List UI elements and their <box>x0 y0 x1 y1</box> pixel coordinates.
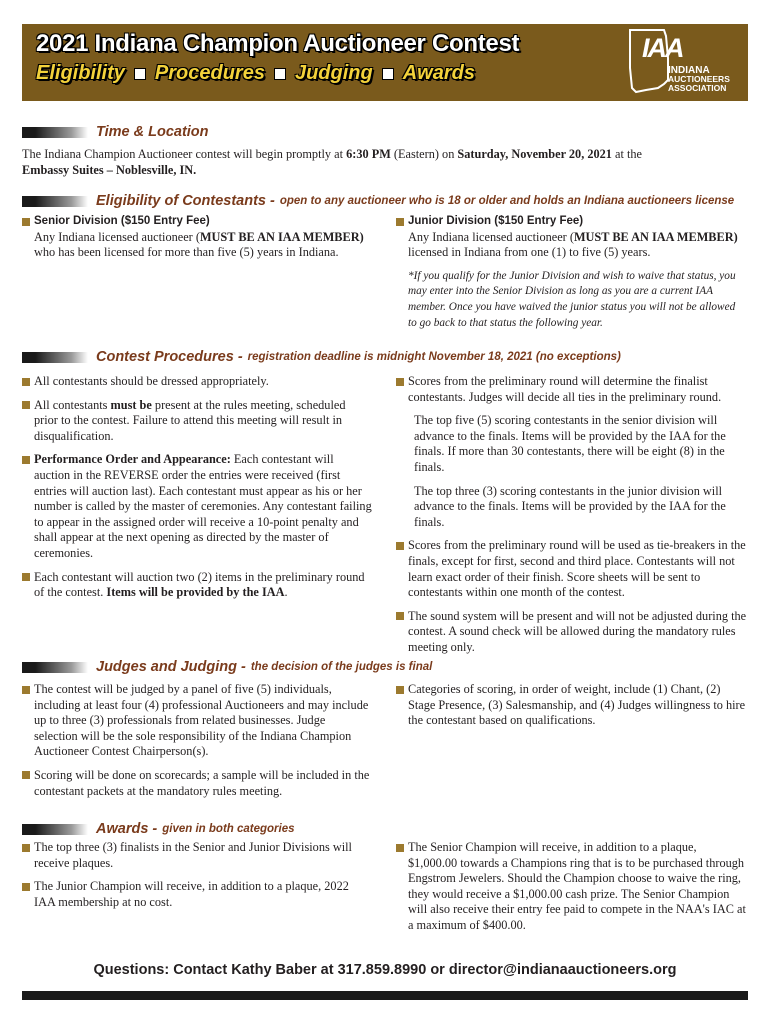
subtitle-judging: Judging <box>294 62 373 84</box>
section-judging-header <box>22 659 762 675</box>
eligibility-left-column <box>22 214 372 269</box>
list-item: The Junior Champion will receive, in addition to a plaque, 2022 IAA membership at no cost. <box>22 879 372 910</box>
list-item: Categories of scoring, in order of weight, include (1) Chant, (2) Stage Presence, (3) Salesmanship, and (4) Judges willingness to hire the contestant based on qualifications. <box>396 682 746 729</box>
logo-mark: IAA <box>642 33 683 63</box>
contest-time: 6:30 PM <box>346 147 391 161</box>
judging-left-column <box>22 682 372 807</box>
senior-text-2: who has been licensed for more than five (5) years in Indiana. <box>34 245 339 260</box>
section-bar-icon <box>22 824 88 835</box>
time-text-1: The Indiana Champion Auctioneer contest will begin promptly at <box>22 147 347 161</box>
list-item: The Senior Champion will receive, in addition to a plaque, $1,000.00 towards a Champions ring that is to be purchased through Engstrom Jewelers. Should the Champion choose to waive the ring, they would receive a $1,000.00 cash prize. The Senior Champion will also receive their entry fee paid to compete in the NAA's IAC at a maximum of $400.00. <box>396 840 748 934</box>
junior-waiver-note: *If you qualify for the Junior Division and wish to waive that status, you may enter into the Senior Division as long as you are a current IAA member. Once you have waived the junior status you will not be allowed to go back to that status the following year. <box>408 269 736 329</box>
junior-division-heading: Junior Division ($150 Entry Fee) <box>408 215 584 227</box>
judging-right-column <box>396 682 746 737</box>
list-item: The contest will be judged by a panel of five (5) individuals, including at least four (4) professional Auctioneers and may include up to three (3) professionals from related businesses. Judge selection will be the sole responsibility of the Indiana Champion Auctioneer Contest Chairperson(s). <box>22 682 372 760</box>
section-procedures-header <box>22 349 762 365</box>
section-title: Eligibility of Contestants - <box>96 193 275 209</box>
iaa-logo <box>624 28 742 98</box>
list-item: Scores from the preliminary round will be used as tie-breakers in the finals, except for first, second and third place. Contestants will not learn exact order of their finish. Score sheets will be sent to contestants within one month of the contest. <box>396 538 748 600</box>
list-item: All contestants should be dressed appropriately. <box>22 374 372 390</box>
square-bullet-icon <box>382 68 394 80</box>
logo-line-indiana: INDIANA <box>668 65 710 76</box>
section-title: Awards - <box>96 821 158 837</box>
senior-finals-note: The top five (5) scoring contestants in the senior division will advance to the finals. Items will be provided by the IAA for the finals. If more than 30 contestants, there will be eight (8) in the finals. <box>414 413 726 474</box>
square-bullet-icon <box>274 68 286 80</box>
text-bold: Items will be provided by the IAA <box>106 585 285 600</box>
junior-bold: MUST BE AN IAA MEMBER) <box>573 229 738 244</box>
subtitle-awards: Awards <box>402 62 475 84</box>
text: Each contestant will auction two (2) items in the preliminary round of the contest. <box>34 569 365 600</box>
header-banner <box>22 24 748 101</box>
footer-contact: Questions: Contact Kathy Baber at 317.859.8990 or director@indianaauctioneers.org <box>93 962 677 978</box>
section-eligibility-header <box>22 193 762 209</box>
list-item <box>22 398 372 445</box>
list-item: Scores from the preliminary round will determine the finalist contestants. Judges will decide all ties in the preliminary round. <box>396 374 748 405</box>
time-text-3: at the <box>611 147 642 161</box>
time-text-2: (Eastern) on <box>390 147 458 161</box>
section-subtitle: given in both categories <box>162 823 295 835</box>
junior-finals-note: The top three (3) scoring contestants in the junior division will advance to the finals. Items will be provided by the IAA for the finals. <box>414 483 726 529</box>
list-item: The top three (3) finalists in the Senior and Junior Divisions will receive plaques. <box>22 840 372 871</box>
section-awards-header <box>22 821 762 837</box>
logo-text <box>668 66 730 93</box>
section-subtitle: open to any auctioneer who is 18 or older and holds an Indiana auctioneers license <box>279 195 735 207</box>
text: present at the rules meeting, scheduled prior to the contest. Failure to attend this meeting will result in disqualification. <box>34 397 346 443</box>
logo-line-association: ASSOCIATION <box>668 83 727 93</box>
section-subtitle: the decision of the judges is final <box>250 661 433 673</box>
procedures-left-column <box>22 374 372 609</box>
list-item <box>22 214 372 261</box>
section-bar-icon <box>22 196 88 207</box>
list-item <box>396 214 746 261</box>
junior-text-2: licensed in Indiana from one (1) to five (5) years. <box>408 245 651 260</box>
page-title: 2021 Indiana Champion Auctioneer Contest <box>36 30 520 57</box>
text: All contestants <box>34 397 111 412</box>
section-bar-icon <box>22 127 88 138</box>
awards-left-column <box>22 840 372 918</box>
section-subtitle: registration deadline is midnight November 18, 2021 (no exceptions) <box>247 351 621 363</box>
section-title: Contest Procedures - <box>96 349 243 365</box>
list-item: The sound system will be present and will not be adjusted during the contest. A sound check will be allowed during the mandatory rules meeting only. <box>396 609 748 656</box>
time-location-text <box>22 147 752 178</box>
logo-line-auctioneers: AUCTIONEERS <box>668 74 730 84</box>
senior-division-heading: Senior Division ($150 Entry Fee) <box>34 215 210 227</box>
junior-text-1: Any Indiana licensed auctioneer ( <box>408 229 574 244</box>
contest-venue: Embassy Suites – Noblesville, IN. <box>22 162 197 177</box>
square-bullet-icon <box>134 68 146 80</box>
contest-date: Saturday, November 20, 2021 <box>457 147 612 161</box>
eligibility-right-column <box>396 214 746 331</box>
awards-right-column <box>396 840 748 942</box>
text-bold: must be <box>110 397 152 412</box>
section-title: Time & Location <box>96 124 209 140</box>
section-bar-icon <box>22 662 88 673</box>
subtitle-procedures: Procedures <box>154 62 265 84</box>
list-item <box>22 570 372 601</box>
list-item <box>22 452 372 561</box>
text: . <box>284 585 288 600</box>
section-title: Judges and Judging - <box>96 659 246 675</box>
banner-subtitle <box>36 62 475 85</box>
text: Each contestant will auction in the REVERSE order the entries were received (first entries will auction last). Each contestant must appear as his or her number is called by the master of ceremonies. Any contestant failing to appear in the assigned order will receive a 10-point penalty and shall appear at the next opening as directed by the master of ceremonies. <box>34 452 372 560</box>
subtitle-eligibility: Eligibility <box>36 62 125 84</box>
section-bar-icon <box>22 352 88 363</box>
senior-bold: MUST BE AN IAA MEMBER) <box>199 229 364 244</box>
footer-bar <box>22 991 748 1000</box>
list-item: Scoring will be done on scorecards; a sample will be included in the contestant packets at the mandatory rules meeting. <box>22 768 372 799</box>
procedures-right-column <box>396 374 748 664</box>
senior-text-1: Any Indiana licensed auctioneer ( <box>34 229 200 244</box>
text-bold: Performance Order and Appearance: <box>34 452 231 467</box>
section-time-location-header <box>22 124 762 140</box>
